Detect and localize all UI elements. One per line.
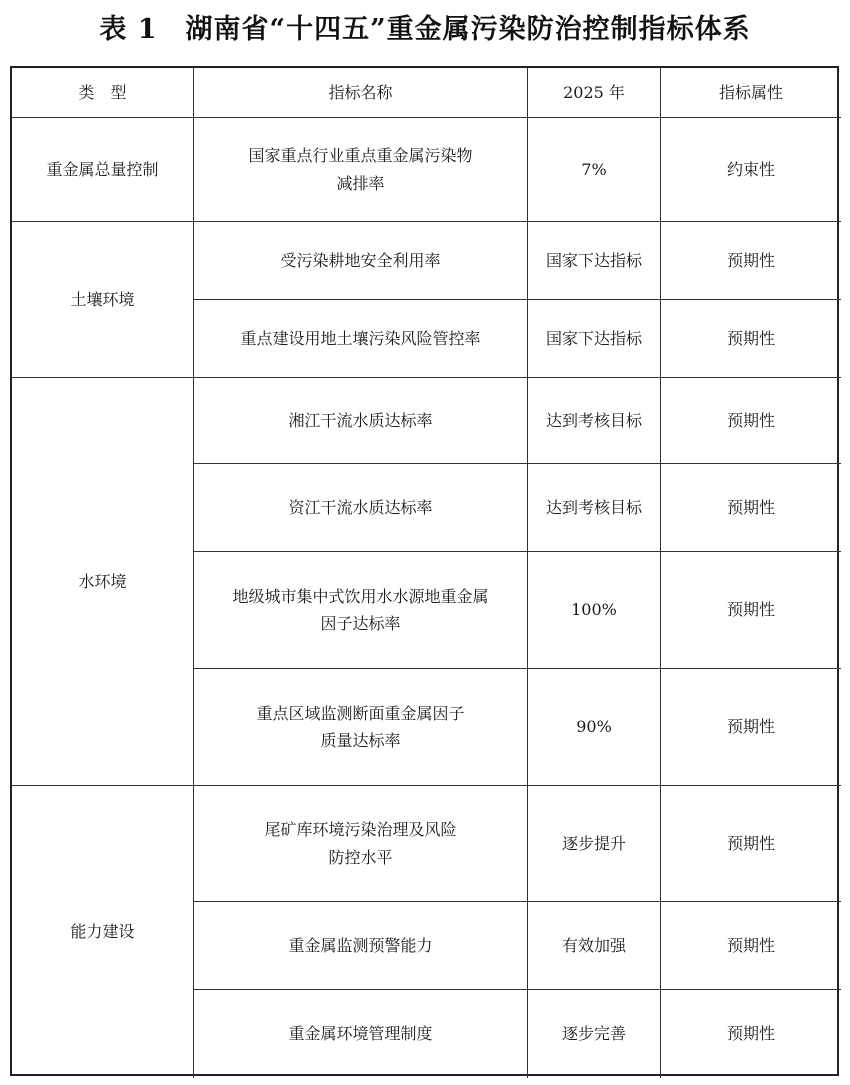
row-8-attribute: 预期性 <box>661 786 841 902</box>
row-2-2025-value: 国家下达指标 <box>528 222 661 300</box>
row-5-indicator-name: 资江干流水质达标率 <box>194 464 528 552</box>
header-indicator-attribute: 指标属性 <box>661 68 841 118</box>
indicator-table <box>10 66 839 1076</box>
row-4-attribute: 预期性 <box>661 378 841 464</box>
row-8-2025-value: 逐步提升 <box>528 786 661 902</box>
header-type: 类 型 <box>12 68 194 118</box>
header-2025: 2025 年 <box>528 68 661 118</box>
row-3-indicator-name: 重点建设用地土壤污染风险管控率 <box>194 300 528 378</box>
row-10-indicator-name: 重金属环境管理制度 <box>194 990 528 1078</box>
row-4-2025-value: 达到考核目标 <box>528 378 661 464</box>
row-7-indicator-name: 重点区域监测断面重金属因子 质量达标率 <box>194 669 528 786</box>
row-2-indicator-name: 受污染耕地安全利用率 <box>194 222 528 300</box>
row-6-attribute: 预期性 <box>661 552 841 669</box>
row-9-indicator-name: 重金属监测预警能力 <box>194 902 528 990</box>
header-indicator-name: 指标名称 <box>194 68 528 118</box>
row-5-attribute: 预期性 <box>661 464 841 552</box>
group-soil-environment: 土壤环境 <box>12 222 194 378</box>
row-6-2025-value: 100% <box>528 552 661 669</box>
row-8-indicator-name: 尾矿库环境污染治理及风险 防控水平 <box>194 786 528 902</box>
row-7-2025-value: 90% <box>528 669 661 786</box>
row-9-2025-value: 有效加强 <box>528 902 661 990</box>
row-1-2025-value: 7% <box>528 118 661 222</box>
row-1-attribute: 约束性 <box>661 118 841 222</box>
row-3-attribute: 预期性 <box>661 300 841 378</box>
row-3-2025-value: 国家下达指标 <box>528 300 661 378</box>
row-5-2025-value: 达到考核目标 <box>528 464 661 552</box>
row-9-attribute: 预期性 <box>661 902 841 990</box>
row-1-indicator-name: 国家重点行业重点重金属污染物 减排率 <box>194 118 528 222</box>
table-title: 表 1 湖南省“十四五”重金属污染防治控制指标体系 <box>99 13 751 45</box>
row-7-attribute: 预期性 <box>661 669 841 786</box>
group-water-environment: 水环境 <box>12 378 194 786</box>
group-heavy-metal-total-control: 重金属总量控制 <box>12 118 194 222</box>
row-10-2025-value: 逐步完善 <box>528 990 661 1078</box>
row-4-indicator-name: 湘江干流水质达标率 <box>194 378 528 464</box>
row-6-indicator-name: 地级城市集中式饮用水水源地重金属 因子达标率 <box>194 552 528 669</box>
row-10-attribute: 预期性 <box>726 1024 775 1044</box>
group-capacity-building: 能力建设 <box>12 786 194 1078</box>
row-2-attribute: 预期性 <box>661 222 841 300</box>
